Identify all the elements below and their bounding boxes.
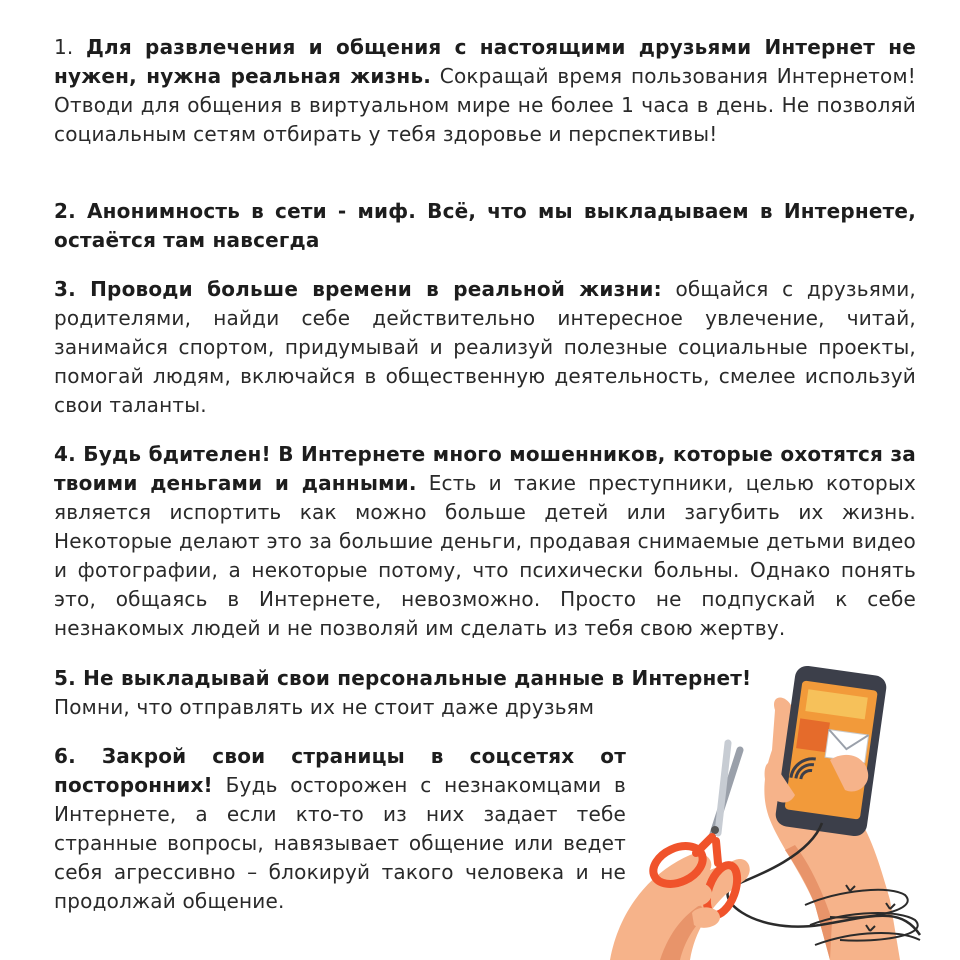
rule-1-number: 1.: [54, 35, 74, 59]
rule-4-text: Есть и такие преступники, целью которых является испортить как можно больше детей или загубить их жизнь. Некоторые делают это за большие деньги, продавая снимаемые детьми видео и фотографии, а некоторые потому, что психически больны. Однако понять это, общаясь в Интернете, невозможно. Просто не подпускай к себе незнакомых людей и не позволяй им сделать из тебя свою жертву.: [54, 471, 916, 640]
rule-1: [54, 33, 916, 149]
rule-4: [54, 440, 916, 643]
rule-3-text: общайся с друзьями, родителями, найди себе действительно интересное увлечение, читай, занимайся спортом, придумывай и реализуй полезные социальные проекты, помогай людям, включайся в общественную деятельность, смелее используй свои таланты.: [54, 277, 916, 417]
rule-6-heading: 6. Закрой свои страницы в соцсетях от посторонних!: [54, 744, 626, 797]
cut-the-cord-illustration: [600, 655, 960, 960]
rule-2: [54, 197, 916, 255]
rule-4-heading: 4. Будь бдителен! В Интернете много мошенников, которые охотятся за твоими деньгами и данными.: [54, 442, 916, 495]
rule-1-heading: Для развлечения и общения с настоящими друзьями Интернет не нужен, нужна реальная жизнь.: [54, 35, 916, 88]
rule-6: [54, 742, 626, 916]
rule-6-text: Будь осторожен с незнакомцами в Интернете, а если кто-то из них задает тебе странные вопросы, навязывает общение или ведет себя агрессивно – блокируй такого человека и не продолжай общение.: [54, 773, 627, 913]
rule-3-heading: 3. Проводи больше времени в реальной жизни:: [54, 277, 662, 301]
rule-1-text: Сокращай время пользования Интернетом! Отводи для общения в виртуальном мире не более 1 часа в день. Не позволяй социальным сетям отбирать у тебя здоровье и перспективы!: [54, 64, 917, 146]
rule-2-heading: 2. Анонимность в сети - миф. Всё, что мы выкладываем в Интернете, остаётся там навсегда: [54, 199, 916, 252]
rule-5-text: Помни, что отправлять их не стоит даже друзьям: [54, 695, 595, 719]
rule-5-heading: 5. Не выкладывай свои персональные данные в Интернет!: [54, 666, 752, 690]
rule-3: [54, 275, 916, 420]
